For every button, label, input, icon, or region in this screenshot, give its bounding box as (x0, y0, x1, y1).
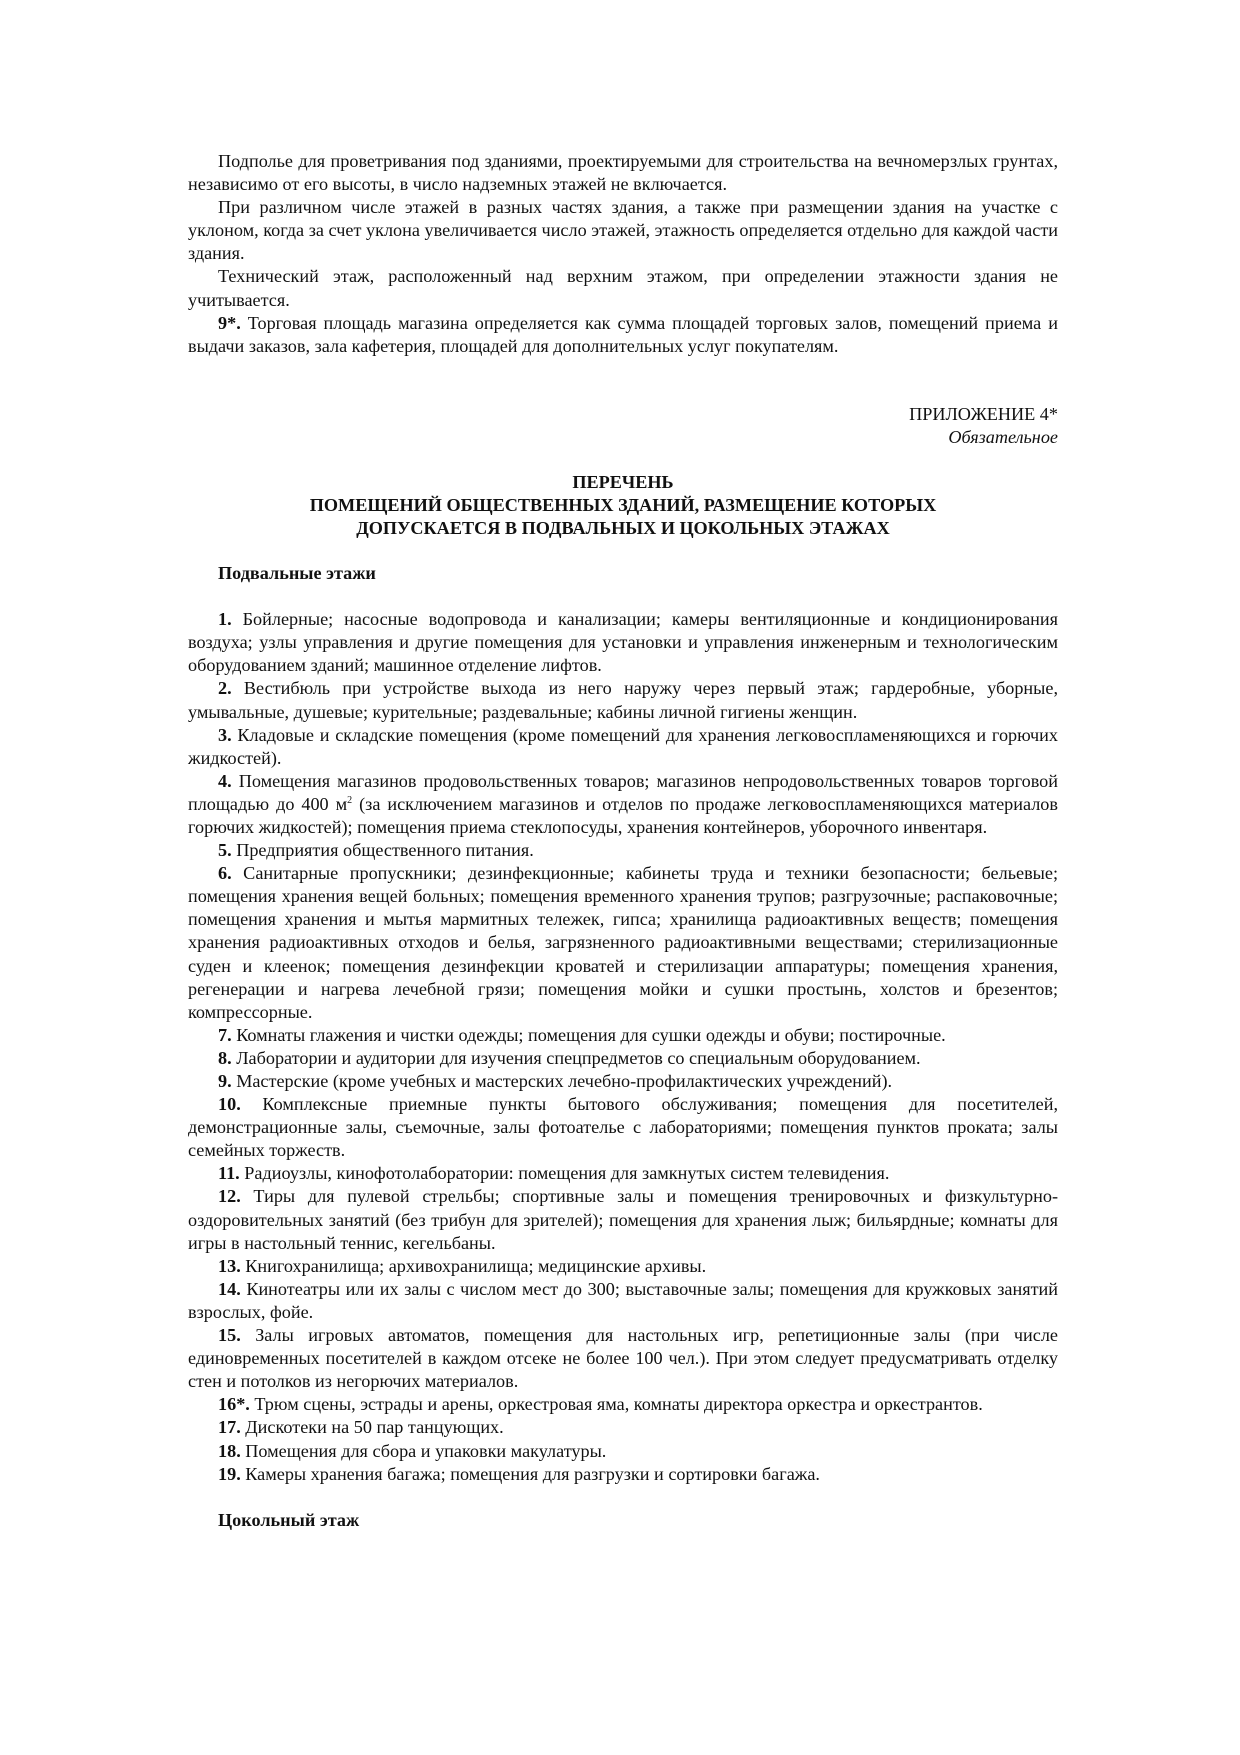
list-item (188, 1278, 1058, 1324)
list-item (188, 1185, 1058, 1254)
item-number: 8. (218, 1047, 232, 1068)
item-number: 14. (218, 1278, 241, 1299)
item-number: 4. (218, 770, 232, 791)
list-item (188, 724, 1058, 770)
item-number: 13. (218, 1255, 241, 1276)
document-page (188, 150, 1058, 1532)
item-text: Тиры для пулевой стрельбы; спортивные залы и помещения тренировочных и физкультурно-оздоровительных занятий (без трибун для зрителей); помещения для хранения лыж; бильярдные; комнаты для игры в настольный теннис, кегельбаны. (188, 1186, 1058, 1253)
item-text: Радиоузлы, кинофотолаборатории: помещения для замкнутых систем телевидения. (239, 1163, 890, 1184)
item-text: Санитарные пропускники; дезинфекционные; кабинеты труда и техники безопасности; бельевые; помещения хранения вещей больных; помещения временного хранения трупов; разгрузочные; распаковочные; помещения хранения и мытья мармитных тележек, гипса; хранилища радиоактивных веществ; помещения хранения радиоактивных отходов и белья, загрязненного радиоактивными веществами; стерилизационные суден и клеенок; помещения дезинфекции кроватей и стерилизации аппаратуры; помещения хранения, регенерации и нагрева лечебной грязи; помещения мойки и сушки простынь, холстов и брезентов; компрессорные. (188, 863, 1058, 1022)
appendix-label: ПРИЛОЖЕНИЕ 4* (909, 403, 1058, 424)
item-number: 9. (218, 1071, 232, 1091)
item-number: 2. (218, 678, 232, 699)
list-item (188, 839, 1058, 862)
list-item (188, 1047, 1058, 1070)
item-text: Бойлерные; насосные водопровода и канализации; камеры вентиляционные и кондиционирования воздуха; узлы управления и другие помещения для установки и управления инженерным и технологическим оборудованием зданий; машинное отделение лифтов. (188, 609, 1058, 676)
document-title (188, 471, 1058, 540)
item-text: Трюм сцены, эстрады и арены, оркестровая яма, комнаты директора оркестра и оркестрантов. (249, 1394, 983, 1415)
item-text: Кинотеатры или их залы с числом мест до 300; выставочные залы; помещения для кружковых занятий взрослых, фойе. (188, 1278, 1058, 1322)
item-text: Книгохранилища; архивохранилища; медицинские архивы. (240, 1255, 707, 1276)
item-text: Кладовые и складские помещения (кроме помещений для хранения легковоспламеняющихся и горючих жидкостей). (188, 724, 1058, 768)
list-item (188, 1324, 1058, 1393)
item-number: 12. (218, 1186, 241, 1207)
item-number: 18. (218, 1440, 241, 1461)
item-number: 10. (218, 1094, 241, 1115)
item-text: (за исключением магазинов и отделов по продаже легковоспламеняющихся материалов горючих жидкостей); помещения приема стеклопосуды, хранения контейнеров, уборочного инвентаря. (188, 793, 1058, 837)
item-text: Лаборатории и аудитории для изучения спецпредметов со специальным оборудованием. (231, 1047, 921, 1068)
title-line: ПЕРЕЧЕНЬ (572, 472, 674, 493)
list-item (188, 1093, 1058, 1162)
list-item (188, 1416, 1058, 1439)
item-number: 7. (218, 1024, 232, 1045)
item-text: Комплексные приемные пункты бытового обслуживания; помещения для посетителей, демонстрационные залы, съемочные, залы фотоателье с лабораториями; помещения пунктов проката; залы семейных торжеств. (188, 1094, 1058, 1161)
item-number: 5. (218, 840, 232, 861)
item-number: 16*. (218, 1394, 250, 1415)
item-number: 19. (218, 1463, 241, 1484)
list-item (188, 1393, 1058, 1416)
item-text: Мастерские (кроме учебных и мастерских лечебно-профилактических учреждений). (231, 1071, 893, 1091)
intro-paragraph: Подполье для проветривания под зданиями, проектируемыми для строительства на вечномерзлых грунтах, независимо от его высоты, в число надземных этажей не включается. (188, 151, 1058, 195)
title-line: ПОМЕЩЕНИЙ ОБЩЕСТВЕННЫХ ЗДАНИЙ, РАЗМЕЩЕНИЕ КОТОРЫХ (309, 495, 937, 516)
item-number: 17. (218, 1417, 241, 1438)
list-item (188, 862, 1058, 1024)
list-item (188, 1255, 1058, 1278)
item-text: Комнаты глажения и чистки одежды; помещения для сушки одежды и обуви; постирочные. (231, 1024, 946, 1045)
section-heading-plinth: Цокольный этаж (218, 1509, 360, 1530)
item-number: 9*. (218, 312, 241, 333)
list-item (188, 770, 1058, 839)
item-text: Помещения магазинов продовольственных товаров; магазинов непродовольственных товаров торговой площадью до 400 м (188, 770, 1058, 814)
list-item (188, 608, 1058, 677)
superscript: 2 (347, 794, 353, 806)
item-text: Дискотеки на 50 пар танцующих. (240, 1417, 504, 1438)
section-heading-basement: Подвальные этажи (218, 563, 376, 584)
intro-paragraph: Технический этаж, расположенный над верхним этажом, при определении этажности здания не учитывается. (188, 266, 1058, 310)
item-number: 1. (218, 609, 232, 630)
item-number: 15. (218, 1325, 241, 1346)
list-item (188, 1463, 1058, 1486)
list-item (188, 1162, 1058, 1185)
list-item (188, 1024, 1058, 1047)
item-number: 3. (218, 724, 232, 745)
item-text: Камеры хранения багажа; помещения для разгрузки и сортировки багажа. (240, 1463, 820, 1484)
list-item (188, 1070, 1058, 1093)
item-text: Торговая площадь магазина определяется как сумма площадей торговых залов, помещений приема и выдачи заказов, зала кафетерия, площадей для дополнительных услуг покупателям. (188, 312, 1058, 356)
title-line: ДОПУСКАЕТСЯ В ПОДВАЛЬНЫХ И ЦОКОЛЬНЫХ ЭТАЖАХ (356, 518, 890, 539)
item-number: 6. (218, 863, 232, 884)
intro-paragraph: При различном числе этажей в разных частях здания, а также при размещении здания на участке с уклоном, когда за счет уклона увеличивается число этажей, этажность определяется отдельно для каждой части здания. (188, 197, 1058, 264)
item-text: Помещения для сбора и упаковки макулатуры. (240, 1440, 607, 1461)
item-text: Залы игровых автоматов, помещения для настольных игр, репетиционные залы (при числе единовременных посетителей в каждом отсеке не более 100 чел.). При этом следует предусматривать отделку стен и потолков из негорючих материалов. (188, 1325, 1058, 1392)
numbered-paragraph-9star (188, 312, 1058, 358)
list-item (188, 677, 1058, 723)
appendix-status: Обязательное (948, 426, 1058, 447)
list-item (188, 1440, 1058, 1463)
item-number: 11. (218, 1163, 240, 1184)
item-text: Предприятия общественного питания. (231, 840, 534, 861)
item-text: Вестибюль при устройстве выхода из него наружу через первый этаж; гардеробные, уборные, умывальные, душевые; курительные; раздевальные; кабины личной гигиены женщин. (188, 678, 1058, 722)
